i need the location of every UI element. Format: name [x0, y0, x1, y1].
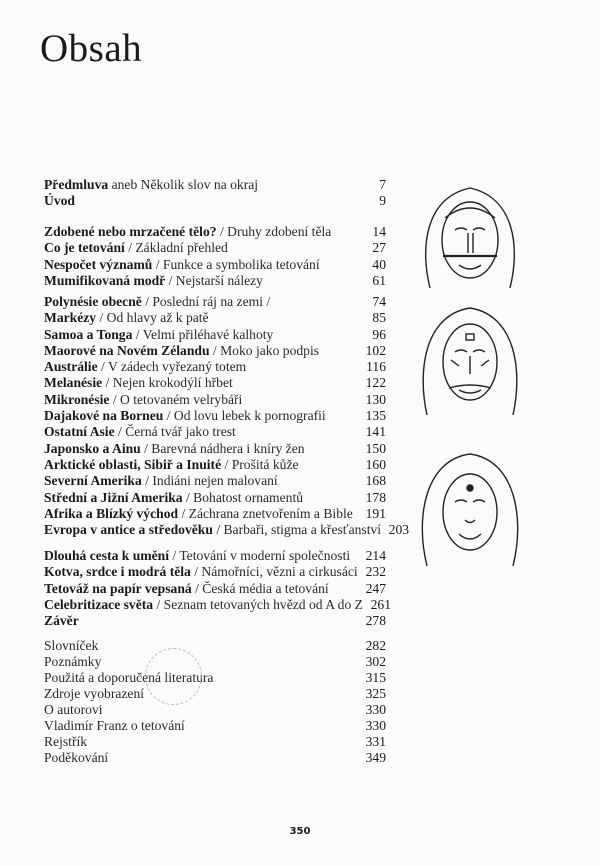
- toc-entry-page: 302: [365, 654, 386, 669]
- toc-entry-title: [44, 548, 350, 564]
- toc-entry-chapter: Polynésie obecně: [44, 294, 142, 309]
- toc-entry-page: 325: [365, 686, 386, 701]
- toc-entry: [44, 750, 386, 766]
- toc-entry: [44, 224, 386, 240]
- toc-entry-title: [44, 310, 209, 326]
- toc-entry-page: 116: [366, 359, 386, 375]
- toc-entry-subtitle: / Barevná nádhera i kníry žen: [140, 440, 305, 456]
- toc-entry-page: 214: [365, 548, 386, 563]
- toc-entry: [44, 343, 386, 359]
- toc-entry-title: [44, 240, 228, 256]
- toc-entry-page: 330: [365, 718, 386, 733]
- tattooed-face-illustration-1: [415, 178, 525, 303]
- toc-entry-subtitle: / Barbaři, stigma a křesťanství: [212, 522, 382, 538]
- toc-entry-page: 74: [372, 294, 386, 309]
- toc-entry-subtitle: O autorovi: [44, 702, 103, 717]
- toc-entry: [44, 408, 386, 424]
- toc-entry-chapter: Severní Amerika: [44, 473, 142, 489]
- toc-entry: [44, 424, 386, 440]
- toc-entry: [44, 193, 386, 209]
- toc-entry-subtitle: / Druhy zdobení těla: [216, 224, 332, 239]
- toc-entry-page: 7: [379, 177, 386, 192]
- toc-entry-chapter: Co je tetování: [44, 240, 125, 256]
- toc-entry-chapter: Austrálie: [44, 359, 98, 375]
- toc-entry: [44, 457, 386, 473]
- toc-entry-title: [44, 359, 246, 375]
- toc-entry-title: [44, 613, 79, 629]
- toc-entry-subtitle: / Od hlavy až k patě: [96, 310, 209, 326]
- toc-entry: [44, 257, 386, 273]
- toc-entry-title: [44, 734, 87, 750]
- toc-entry-page: 349: [365, 750, 386, 765]
- toc-entry: [44, 177, 386, 193]
- tattooed-face-illustration-3: [415, 448, 525, 573]
- toc-entry: [44, 548, 386, 564]
- toc-entry-chapter: Mikronésie: [44, 391, 110, 407]
- toc-entry-subtitle: / Černá tvář jako trest: [114, 424, 236, 440]
- toc-entry-chapter: Samoa a Tonga: [44, 326, 133, 342]
- toc-entry-title: [44, 522, 381, 538]
- toc-entry-page: 14: [372, 224, 386, 239]
- toc-entry-page: 178: [365, 489, 386, 505]
- toc-entry-page: 122: [365, 375, 386, 391]
- toc-entry-title: [44, 392, 242, 408]
- toc-entry: [44, 686, 386, 702]
- toc-entry-title: [44, 294, 270, 310]
- toc-entry: [44, 638, 386, 654]
- toc-entry-chapter: Předmluva: [44, 177, 109, 192]
- toc-entry-subtitle: / Funkce a symbolika tetování: [152, 256, 320, 272]
- toc-entry-title: [44, 257, 320, 273]
- toc-entry-chapter: Kotva, srdce i modrá těla: [44, 564, 191, 580]
- toc-entry-title: [44, 193, 75, 209]
- toc-entry-chapter: Maorové na Novém Zélandu: [44, 342, 210, 358]
- toc-entry-page: 203: [388, 522, 410, 538]
- toc-entry: [44, 581, 386, 597]
- toc-entry-title: [44, 597, 363, 613]
- toc-entry: [44, 613, 386, 629]
- toc-entry-subtitle: / Záchrana znetvořením a Bible: [178, 505, 353, 521]
- tattooed-face-illustration-2: [415, 300, 525, 425]
- toc-entry-page: 96: [372, 326, 386, 342]
- toc-entry: [44, 473, 386, 489]
- toc-entry: [44, 327, 386, 343]
- toc-entry-page: 232: [365, 564, 386, 580]
- toc-entry-page: 85: [372, 310, 386, 326]
- toc-entry-page: 191: [365, 505, 386, 521]
- toc-entry-chapter: Střední a Jižní Amerika: [44, 489, 183, 505]
- toc-entry-chapter: Nespočet významů: [44, 256, 153, 272]
- toc-entry-title: [44, 375, 233, 391]
- toc-entry-title: [44, 457, 299, 473]
- toc-entry: [44, 654, 386, 670]
- toc-entry-subtitle: Poděkování: [44, 750, 109, 765]
- toc-entry-chapter: Ostatní Asie: [44, 424, 115, 440]
- toc-entry: [44, 441, 386, 457]
- toc-entry-subtitle: / Velmi přiléhavé kalhoty: [132, 326, 274, 342]
- toc-entry: [44, 564, 386, 580]
- toc-entry-page: 9: [379, 193, 386, 209]
- toc-entry-title: [44, 750, 108, 766]
- toc-entry-page: 278: [365, 613, 386, 629]
- toc-entry: [44, 670, 386, 686]
- toc-entry-page: 141: [365, 424, 386, 440]
- toc-entry-chapter: Úvod: [44, 193, 75, 209]
- toc-entry-page: 168: [365, 473, 386, 489]
- page-title: Obsah: [40, 27, 143, 70]
- toc-entry-title: [44, 718, 185, 734]
- toc-entry-chapter: Celebritizace světa: [44, 596, 154, 612]
- toc-entry-subtitle: aneb Několik slov na okraj: [108, 177, 259, 192]
- toc-entry-title: [44, 224, 331, 240]
- toc-entry-chapter: Afrika a Blízký východ: [44, 505, 179, 521]
- toc-entry-title: [44, 581, 329, 597]
- toc-group-modern: [44, 548, 391, 629]
- toc-entry-page: 315: [365, 670, 386, 685]
- toc-entry: [44, 375, 386, 391]
- toc-entry-chapter: Melanésie: [44, 375, 103, 391]
- toc-entry-page: 40: [372, 256, 386, 272]
- toc-entry-chapter: Tetováž na papír vepsaná: [44, 580, 192, 596]
- toc-entry-chapter: Japonsko a Ainu: [44, 440, 141, 456]
- toc-entry-title: [44, 424, 236, 440]
- toc-entry-chapter: Dajakové na Borneu: [44, 408, 164, 424]
- toc-group-regions: [44, 294, 410, 538]
- toc-entry-subtitle: / Prošitá kůže: [221, 456, 299, 472]
- toc-entry-subtitle: / Česká média a tetování: [191, 580, 329, 596]
- toc-entry-title: [44, 177, 258, 193]
- toc-entry: [44, 596, 391, 613]
- toc-entry: [44, 702, 386, 718]
- toc-entry-title: [44, 273, 263, 289]
- toc-entry-page: 61: [372, 272, 386, 288]
- toc-entry-subtitle: / Nejstarší nálezy: [165, 272, 263, 288]
- toc-entry: [44, 522, 410, 538]
- toc-entry-subtitle: / Základní přehled: [124, 240, 228, 256]
- toc-entry-page: 102: [365, 342, 386, 358]
- toc-entry: [44, 490, 386, 506]
- toc-entry-page: 247: [365, 580, 386, 596]
- toc-group-general: [44, 224, 386, 289]
- toc-entry-subtitle: / Námořníci, vězni a cirkusáci: [190, 564, 358, 580]
- toc-entry-subtitle: Zdroje vyobrazení: [44, 686, 145, 701]
- toc-entry-page: 150: [365, 440, 386, 456]
- toc-entry-subtitle: / O tetovaném velrybáři: [109, 391, 243, 407]
- toc-entry-title: [44, 441, 305, 457]
- toc-entry-chapter: Mumifikovaná modř: [44, 272, 166, 288]
- toc-entry-title: [44, 702, 103, 718]
- toc-entry-subtitle: Použitá a doporučená literatura: [44, 670, 214, 685]
- toc-entry-subtitle: / Poslední ráj na zemi /: [141, 294, 271, 309]
- toc-entry: [44, 392, 386, 408]
- toc-entry-page: 135: [365, 408, 386, 424]
- toc-entry-subtitle: / V zádech vyřezaný totem: [97, 359, 247, 375]
- toc-entry: [44, 718, 386, 734]
- toc-entry-subtitle: / Tetování v moderní společnosti: [169, 548, 351, 563]
- toc-entry-page: 282: [365, 638, 386, 653]
- toc-entry-chapter: Markézy: [44, 310, 97, 326]
- toc-entry-title: [44, 473, 278, 489]
- toc-entry-title: [44, 327, 273, 343]
- toc-entry-chapter: Evropa v antice a středověku: [44, 522, 213, 538]
- toc-entry-subtitle: / Od lovu lebek k pornografii: [163, 408, 326, 424]
- toc-entry: [44, 240, 386, 256]
- toc-entry: [44, 294, 386, 310]
- toc-entry-subtitle: Poznámky: [44, 654, 102, 669]
- toc-entry: [44, 310, 386, 326]
- toc-entry-page: 330: [365, 702, 386, 717]
- toc-entry-subtitle: Vladimír Franz o tetování: [44, 718, 185, 733]
- toc-entry-subtitle: / Indiáni nejen malovaní: [141, 473, 278, 489]
- toc-entry: [44, 359, 386, 375]
- toc-entry-page: 331: [365, 734, 386, 749]
- toc-entry-title: [44, 506, 353, 522]
- toc-entry-title: [44, 654, 101, 670]
- toc-entry-chapter: Arktické oblasti, Sibiř a Inuité: [44, 456, 222, 472]
- toc-entry-title: [44, 490, 303, 506]
- toc-group-appendix: [44, 638, 386, 766]
- toc-entry-subtitle: Slovníček: [44, 638, 99, 653]
- page-number: 350: [289, 826, 311, 837]
- toc-entry-subtitle: / Seznam tetovaných hvězd od A do Z: [153, 596, 363, 612]
- toc-entry-title: [44, 343, 319, 359]
- toc-entry-subtitle: / Bohatost ornamentů: [182, 489, 304, 505]
- toc-entry-title: [44, 686, 144, 702]
- toc-entry-subtitle: / Nejen krokodýlí hřbet: [102, 375, 233, 391]
- toc-entry-title: [44, 564, 358, 580]
- toc-entry-chapter: Závěr: [44, 613, 79, 629]
- toc-entry-page: 27: [372, 240, 386, 256]
- toc-entry-subtitle: / Moko jako podpis: [209, 342, 320, 358]
- toc-entry-chapter: Zdobené nebo mrzačené tělo?: [44, 224, 217, 239]
- toc-entry: [44, 734, 386, 750]
- toc-group-intro: [44, 177, 386, 210]
- toc-entry-page: 261: [370, 596, 391, 612]
- toc-entry: [44, 273, 386, 289]
- toc-entry: [44, 506, 386, 522]
- toc-entry-title: [44, 408, 326, 424]
- library-stamp: [145, 648, 202, 705]
- toc-entry-chapter: Dlouhá cesta k umění: [44, 548, 169, 563]
- toc-entry-page: 130: [365, 391, 386, 407]
- toc-entry-subtitle: Rejstřík: [44, 734, 88, 749]
- toc-entry-title: [44, 638, 98, 654]
- toc-entry-page: 160: [365, 456, 386, 472]
